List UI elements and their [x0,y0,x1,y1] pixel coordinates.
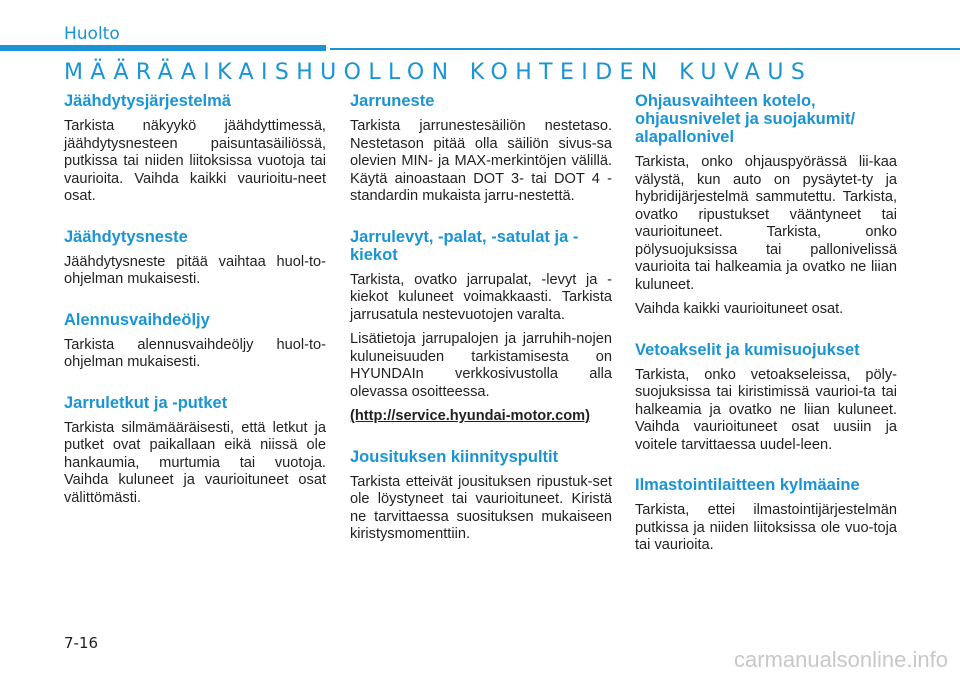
page-title: MÄÄRÄAIKAISHUOLLON KOHTEIDEN KUVAUS [64,60,813,85]
topic-suspension-bolts [350,448,612,544]
topic-heading: Jarruletkut ja -putket [64,393,228,412]
section-header-label: Huolto [64,24,120,44]
topic-text: Tarkista silmämääräisesti, että letkut ja putket ovat paikallaan eikä niissä ole hankaumia, murtumia tai vuotoja. Vaihda kuluneet ja vaurioituneet osat välittömästi. [64,419,326,506]
topic-text: Tarkista, ovatko jarrupalat, -levyt ja -kiekot kuluneet voimakkaasti. Tarkista jarrusatula nestevuotojen varalta. [350,271,612,323]
topic-heading: Jäähdytysjärjestelmä [64,92,231,110]
topic-heading: Jäähdytysneste [64,227,188,246]
header-rule-thick [0,45,326,51]
topic-text: Tarkista alennusvaihdeöljy huol-to-ohjelman mukaisesti. [64,336,326,370]
topic-heading: Ilmastointilaitteen kylmäaine [635,476,860,494]
topic-brake-discs [350,228,612,426]
topic-text: Tarkista, onko ohjauspyörässä lii-kaa välystä, kun auto on pysäytet-ty ja hybridijärjestelmä sammutettu. Tarkista, ovatko ripustukset vääntyneet tai vaurioituneet. Tarkista, onko pölysuojuksissa tai pallonivelissä vaurioita tai halkeamia ja ovatko ne liian kuluneet. [635,154,897,293]
topic-text: Tarkista, onko vetoakseleissa, pöly-suojuksissa tai kiristimissä vaurioi-ta tai halkeamia ja ovatko ne liian kuluneet. Vaihda vaurioituneet osat uusiin ja voitele tarvittaessa uudel-leen. [635,366,897,453]
topic-heading: Jousituksen kiinnityspultit [350,447,559,466]
topic-heading: Jarrulevyt, -palat, -satulat ja -kiekot [350,227,579,264]
topic-text: Jäähdytysneste pitää vaihtaa huol-to-ohjelman mukaisesti. [64,253,326,287]
topic-text: Tarkista näkyykö jäähdyttimessä, jäähdytysnesteen paisuntasäiliössä, putkissa tai niiden liitoksissa vuotoja tai vaurioita. Vaihda kaikki vaurioitu-neet osat. [64,118,326,204]
topic-brake-hoses [64,394,326,508]
topic-text: Vaihda kaikki vaurioituneet osat. [635,301,844,317]
topic-text: Lisätietoja jarrupalojen ja jarruhih-nojen kuluneisuuden tarkistamisesta on HYUNDAIn verkkosivustolla alla olevassa osoitteessa. [350,331,612,400]
header-rule-thin [330,48,960,50]
column-2 [350,92,612,566]
topic-brake-fluid [350,92,612,206]
topic-cooling-system [64,92,326,206]
column-1 [64,92,326,529]
topic-heading: Jarruneste [350,92,435,110]
page-number: 7-16 [64,634,99,652]
service-website-link[interactable]: (http://service.hyundai-motor.com) [350,408,591,424]
topic-heading: Alennusvaihdeöljy [64,310,210,329]
topic-text: Tarkista jarrunestesäiliön nestetaso. Nestetason pitää olla säiliön sivus-sa olevien MIN- ja MAX-merkintöjen välillä. Käytä ainoastaan DOT 3- tai DOT 4 -standardin mukaista jarru-nestettä. [350,118,612,204]
watermark: carmanualsonline.info [733,647,948,672]
topic-ac-refrigerant [635,476,897,555]
column-3 [635,92,897,577]
topic-heading: Vetoakselit ja kumisuojukset [635,340,860,359]
topic-text: Tarkista, ettei ilmastointijärjestelmän putkissa ja niiden liitoksissa ole vuo-toja tai vaurioita. [635,502,897,553]
topic-steering-gear [635,92,897,319]
topic-coolant [64,228,326,289]
topic-heading: Ohjausvaihteen kotelo, ohjausnivelet ja suojakumit/ alapallonivel [635,92,856,146]
topic-drive-shafts [635,341,897,455]
topic-reduction-gear-oil [64,311,326,372]
topic-text: Tarkista etteivät jousituksen ripustuk-set ole löystyneet tai vaurioituneet. Kiristä ne tarvittaessa suosituksen mukaiseen kiristysmomenttiin. [350,473,612,542]
